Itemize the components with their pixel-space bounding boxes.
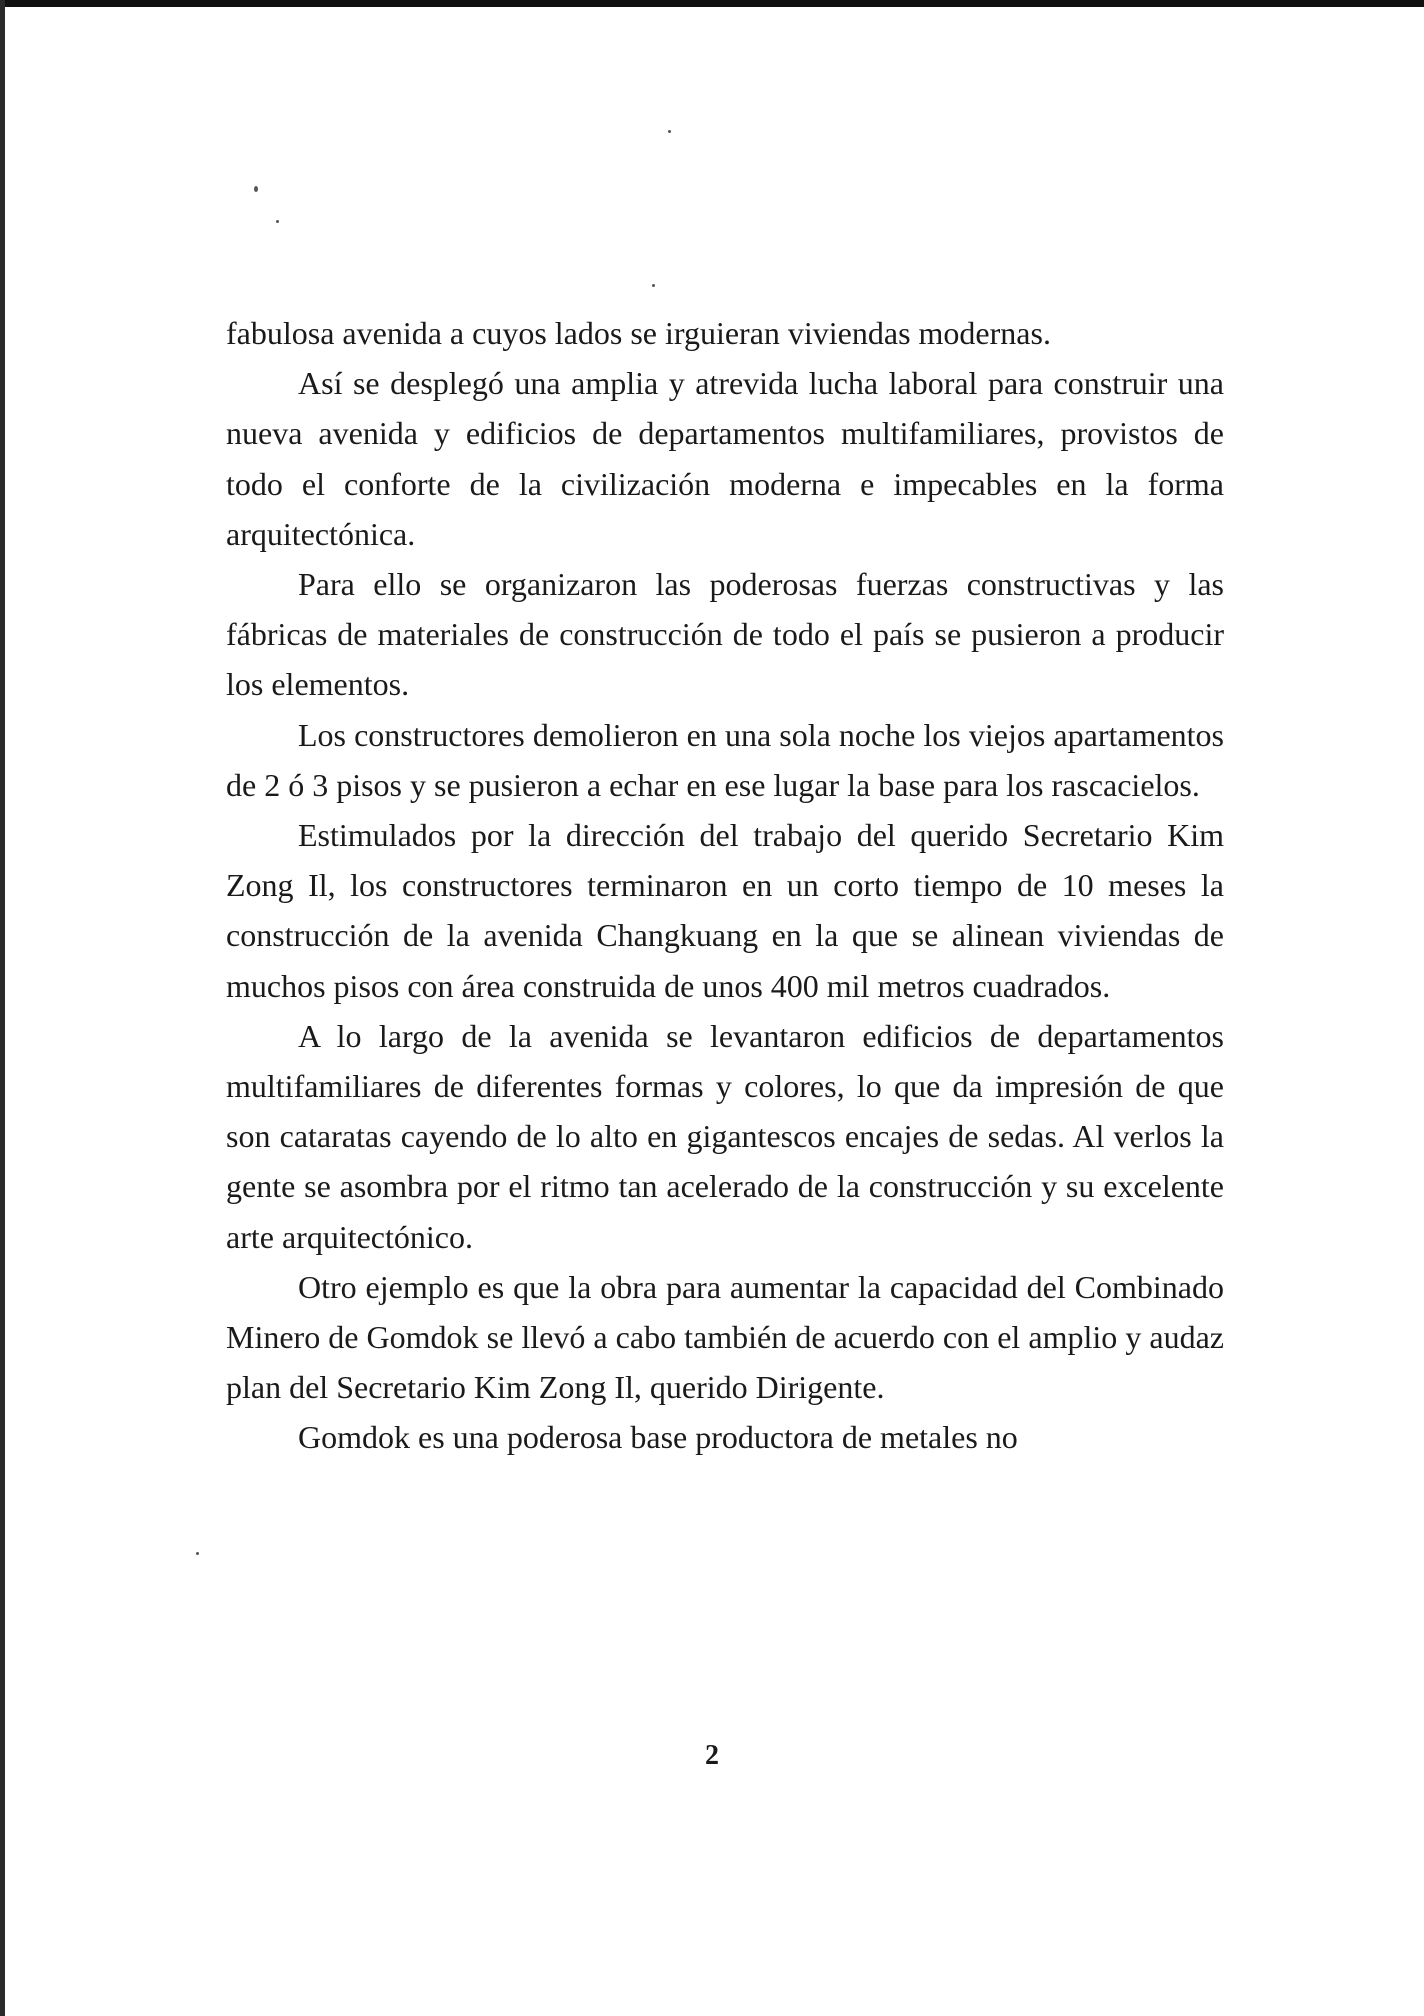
- scan-speck: [254, 186, 258, 192]
- paragraph: Para ello se organizaron las poderosas fuerzas constructivas y las fábricas de materiales de construcción de todo el país se pusieron a producir los elementos.: [226, 566, 1224, 703]
- document-body: [226, 308, 1224, 1463]
- paragraph-continuation: fabulosa avenida a cuyos lados se irguieran viviendas modernas.: [226, 315, 1051, 351]
- paragraph: Así se desplegó una amplia y atrevida lucha laboral para construir una nueva avenida y edificios de departamentos multifamiliares, provistos de todo el conforte de la civilización moderna e impecables en la forma arquitectónica.: [226, 365, 1224, 552]
- paragraph: Gomdok es una poderosa base productora de metales no: [298, 1419, 1018, 1456]
- paragraph: Otro ejemplo es que la obra para aumentar la capacidad del Combinado Minero de Gomdok se llevó a cabo también de acuerdo con el amplio y audaz plan del Secretario Kim Zong Il, querido Dirigente.: [226, 1268, 1224, 1406]
- scan-speck: [668, 130, 671, 133]
- paragraph: A lo largo de la avenida se levantaron edificios de departamentos multifamiliares de diferentes formas y colores, lo que da impresión de que son cataratas cayendo de lo alto en gigantescos encajes de sedas. Al verlos la gente se asombra por el ritmo tan acelerado de la construcción y su excelente arte arquitectónico.: [226, 1017, 1224, 1255]
- page-number: 2: [705, 1740, 719, 1771]
- scan-speck: [276, 220, 279, 223]
- scan-left-border: [0, 0, 5, 2016]
- scan-speck: [196, 1552, 199, 1555]
- scan-speck: [652, 284, 655, 287]
- scan-top-border: [0, 0, 1424, 7]
- paragraph: Estimulados por la dirección del trabajo del querido Secretario Kim Zong Il, los constructores terminaron en un corto tiempo de 10 meses la construcción de la avenida Changkuang en la que se alinean viviendas de muchos pisos con área construida de unos 400 mil metros cuadrados.: [226, 817, 1224, 1004]
- paragraph: Los constructores demolieron en una sola noche los viejos apartamentos de 2 ó 3 pisos y se pusieron a echar en ese lugar la base para los rascacielos.: [226, 716, 1224, 803]
